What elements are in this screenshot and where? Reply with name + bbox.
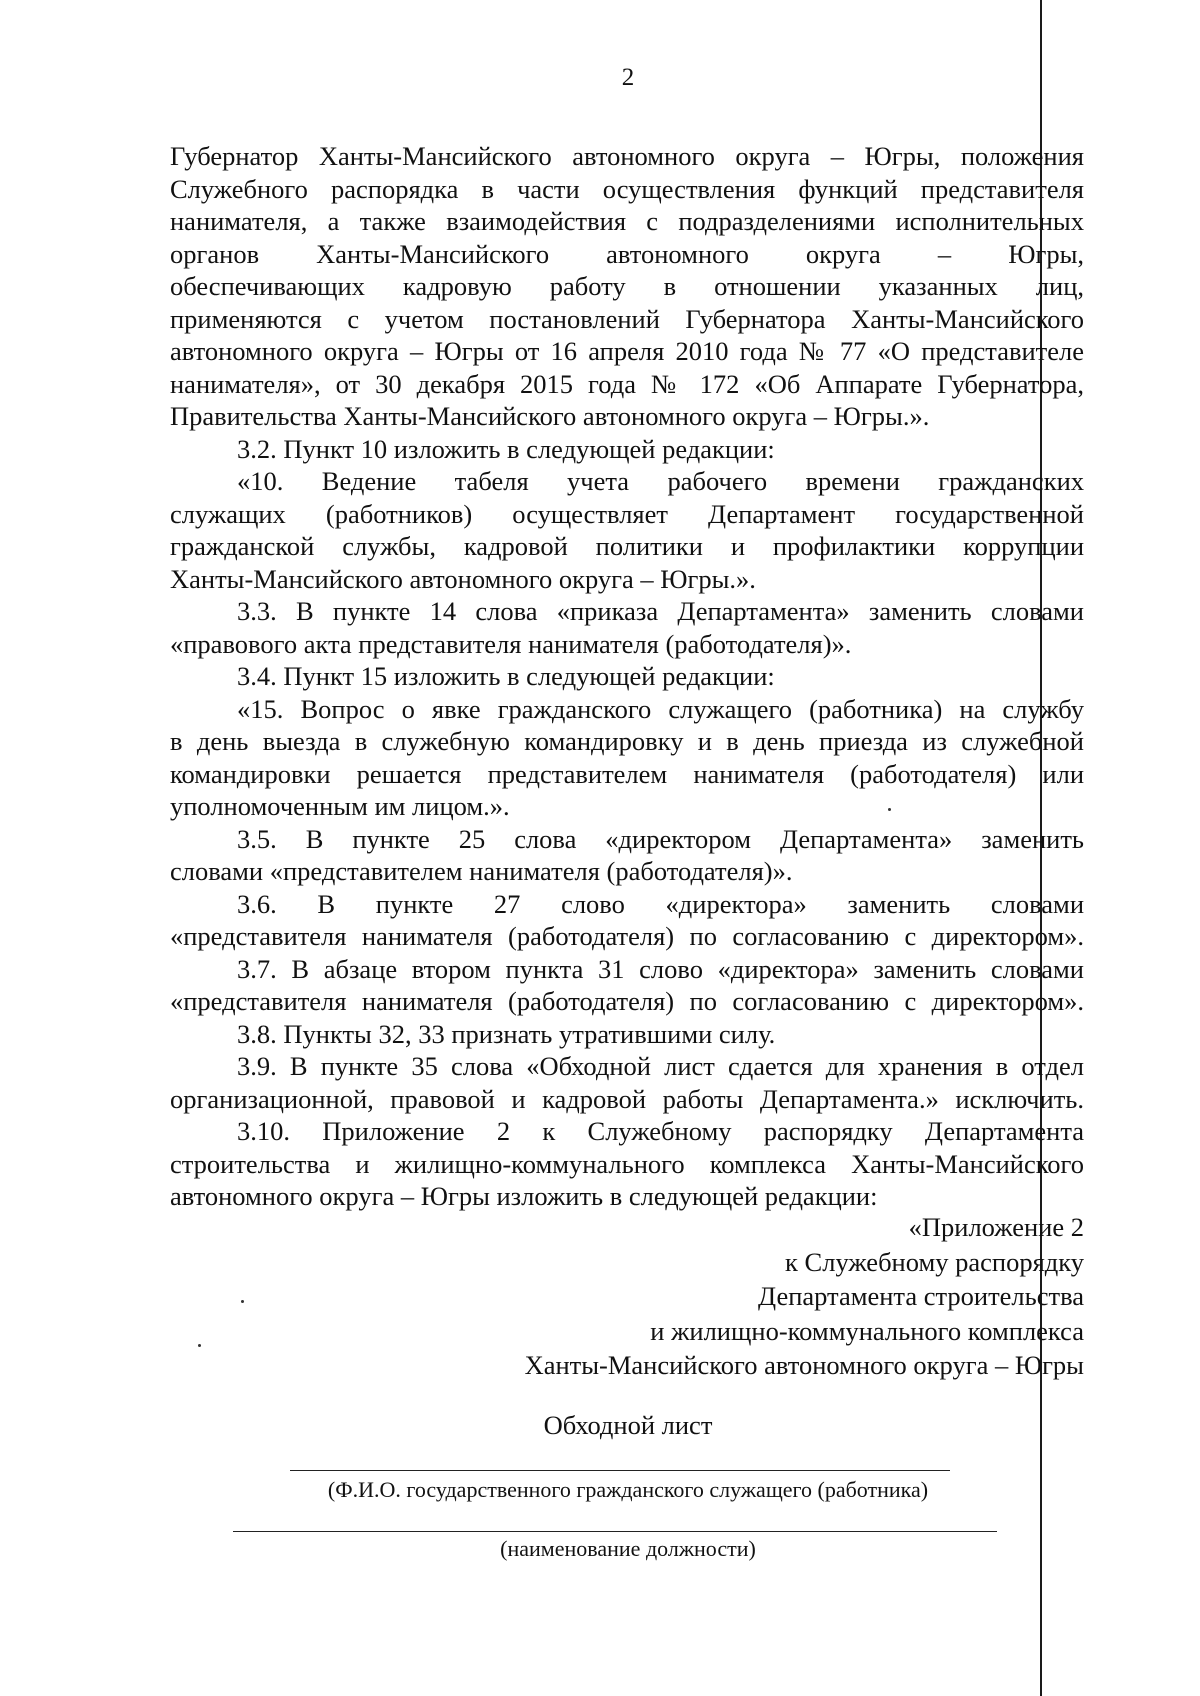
body-line: «15. Вопрос о явке гражданского служащего (работника) на службу (237, 693, 1084, 724)
body-line: командировки решается представителем нанимателя (работодателя) или (170, 758, 1084, 789)
appendix-line: «Приложение 2 (908, 1212, 1084, 1242)
body-line: 3.10. Приложение 2 к Служебному распорядку Департамента (237, 1116, 1084, 1146)
fio-caption: (Ф.И.О. государственного гражданского служащего (работника) (327, 1477, 929, 1502)
body-line: Губернатор Ханты-Мансийского автономного округа – Югры, положения (170, 141, 1084, 171)
body-line: «10. Ведение табеля учета рабочего времени гражданских (237, 466, 1084, 496)
body-text (170, 140, 1084, 1213)
body-line: организационной, правовой и кадровой работы Департамента.» исключить. (170, 1083, 1084, 1114)
body-line: в день выезда в служебную командировку и в день приезда из служебной (170, 726, 1084, 756)
body-line: служащих (работников) осуществляет Департамент государственной (170, 498, 1084, 529)
body-line: «представителя нанимателя (работодателя) по согласованию с директором». (170, 986, 1084, 1016)
position-fill-line (233, 1531, 997, 1532)
body-line: Ханты-Мансийского автономного округа – Югры.». (170, 563, 756, 594)
body-line: уполномоченным им лицом.». (170, 791, 510, 821)
body-line: 3.3. В пункте 14 слова «приказа Департамента» заменить словами (237, 596, 1084, 626)
body-line: 3.5. В пункте 25 слова «директором Департамента» заменить (237, 823, 1084, 854)
body-line: гражданской службы, кадровой политики и профилактики коррупции (170, 531, 1084, 561)
form-title: Обходной лист (543, 1410, 713, 1440)
appendix-heading (0, 1210, 1084, 1383)
appendix-line: и жилищно-коммунального комплекса (650, 1315, 1084, 1346)
scan-speck (198, 1344, 201, 1347)
body-line: 3.7. В абзаце втором пункта 31 слово «директора» заменить словами (237, 953, 1084, 984)
body-line: 3.9. В пункте 35 слова «Обходной лист сдается для хранения в отдел (237, 1051, 1084, 1081)
position-caption: (наименование должности) (500, 1536, 756, 1561)
body-line: автономного округа – Югры от 16 апреля 2010 года № 77 «О представителе (170, 336, 1084, 366)
appendix-line: Ханты-Мансийского автономного округа – Югры (524, 1350, 1084, 1380)
body-line: 3.6. В пункте 27 слово «директора» заменить словами (237, 888, 1084, 919)
page-number: 2 (621, 64, 635, 91)
body-line: обеспечивающих кадровую работу в отношении указанных лиц, (170, 271, 1084, 301)
scan-speck (241, 1300, 244, 1303)
body-line: нанимателя, а также взаимодействия с подразделениями исполнительных (170, 206, 1084, 236)
appendix-line: Департамента строительства (758, 1281, 1084, 1311)
body-line: Правительства Ханты-Мансийского автономного округа – Югры.». (170, 401, 930, 431)
body-line: автономного округа – Югры изложить в следующей редакции: (170, 1181, 878, 1211)
body-line: «представителя нанимателя (работодателя) по согласованию с директором». (170, 921, 1084, 951)
body-line: 3.4. Пункт 15 изложить в следующей редакции: (237, 661, 775, 691)
scan-speck (888, 808, 891, 811)
body-line: строительства и жилищно-коммунального комплекса Ханты-Мансийского (170, 1148, 1084, 1179)
body-line: применяются с учетом постановлений Губернатора Ханты-Мансийского (170, 303, 1084, 334)
appendix-line: к Служебному распорядку (785, 1246, 1084, 1277)
body-line: 3.8. Пункты 32, 33 признать утратившими силу. (237, 1018, 776, 1049)
body-line: 3.2. Пункт 10 изложить в следующей редакции: (237, 433, 775, 464)
body-line: словами «представителем нанимателя (работодателя)». (170, 856, 793, 886)
body-line: «правового акта представителя нанимателя (работодателя)». (170, 628, 852, 659)
fio-fill-line (290, 1470, 950, 1471)
body-line: Служебного распорядка в части осуществления функций представителя (170, 173, 1084, 204)
body-line: нанимателя», от 30 декабря 2015 года № 172 «Об Аппарате Губернатора, (170, 368, 1084, 399)
body-line: органов Ханты-Мансийского автономного округа – Югры, (170, 238, 1084, 269)
